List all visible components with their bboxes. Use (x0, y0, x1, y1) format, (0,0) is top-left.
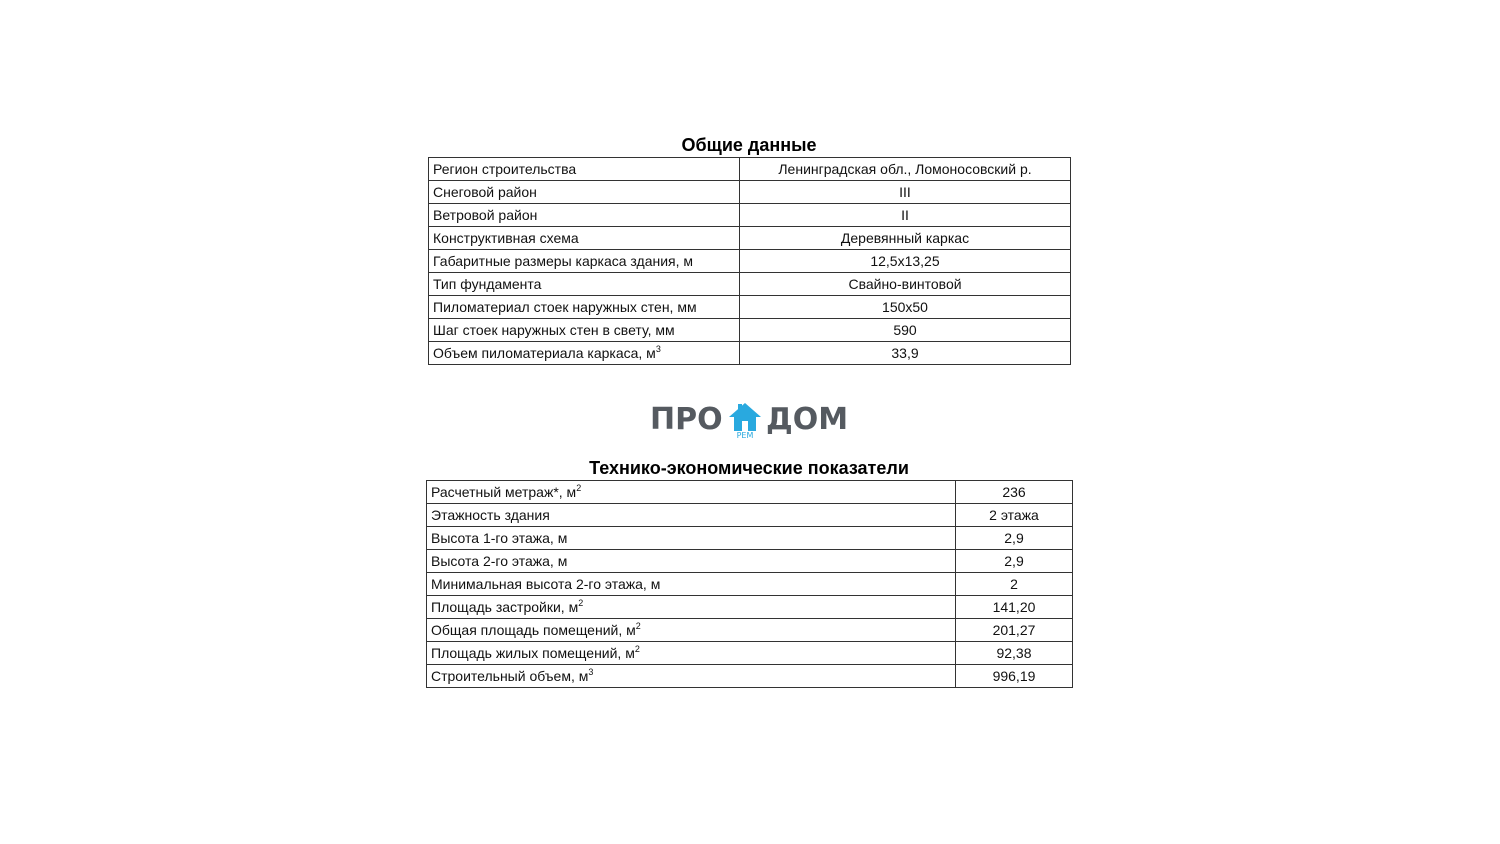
row-label: Этажность здания (431, 507, 550, 523)
table-row (427, 573, 1073, 596)
row-label: Площадь застройки, м (431, 599, 579, 615)
row-value: Деревянный каркас (740, 227, 1071, 250)
unit-exponent: 3 (588, 667, 594, 677)
row-label: Высота 1-го этажа, м (431, 530, 568, 546)
row-label-cell (429, 181, 740, 204)
row-value: 150х50 (740, 296, 1071, 319)
row-label-cell (427, 573, 956, 596)
table-row (427, 527, 1073, 550)
row-label-cell (429, 319, 740, 342)
unit-exponent: 2 (634, 644, 640, 654)
row-label: Снеговой район (433, 184, 537, 200)
row-label-cell (427, 596, 956, 619)
row-label: Конструктивная схема (433, 230, 579, 246)
unit-exponent: 2 (635, 621, 641, 631)
row-value: 201,27 (956, 619, 1073, 642)
table-row (429, 204, 1071, 227)
row-label: Габаритные размеры каркаса здания, м (433, 253, 694, 269)
table-row (429, 342, 1071, 365)
unit-exponent: 3 (655, 344, 661, 354)
table-row (427, 504, 1073, 527)
row-label-cell (427, 665, 956, 688)
row-label: Регион строительства (433, 161, 577, 177)
general-data-table (428, 157, 1071, 365)
row-value: 141,20 (956, 596, 1073, 619)
row-value: 33,9 (740, 342, 1071, 365)
row-label: Расчетный метраж*, м (431, 484, 577, 500)
row-value: Ленинградская обл., Ломоносовский р. (740, 158, 1071, 181)
row-label-cell (427, 550, 956, 573)
row-value: 2,9 (956, 550, 1073, 573)
table-row (427, 665, 1073, 688)
table-row (429, 181, 1071, 204)
row-label: Строительный объем, м (431, 668, 589, 684)
row-label-cell (427, 642, 956, 665)
table-row (429, 319, 1071, 342)
row-label: Высота 2-го этажа, м (431, 553, 568, 569)
table-row (427, 550, 1073, 573)
row-label: Ветровой район (433, 207, 538, 223)
row-value: 92,38 (956, 642, 1073, 665)
row-value: 590 (740, 319, 1071, 342)
unit-exponent: 2 (576, 483, 582, 493)
logo-word-right: ДОМ (766, 402, 849, 437)
table-row (427, 481, 1073, 504)
indicators-table (426, 480, 1073, 688)
row-value: 2 (956, 573, 1073, 596)
row-label-cell (429, 342, 740, 365)
unit-exponent: 2 (578, 598, 584, 608)
table-row (429, 250, 1071, 273)
logo-sub-text: РЕМ (736, 431, 754, 440)
row-label-cell (429, 158, 740, 181)
row-label: Шаг стоек наружных стен в свету, мм (433, 322, 675, 338)
pro-dom-logo (648, 400, 850, 444)
row-label-cell (429, 273, 740, 296)
row-label-cell (429, 250, 740, 273)
row-label: Минимальная высота 2-го этажа, м (431, 576, 661, 592)
general-data-title: Общие данные (681, 135, 817, 155)
row-label: Общая площадь помещений, м (431, 622, 636, 638)
table-row (427, 619, 1073, 642)
table-row (429, 273, 1071, 296)
logo-word-left: ПРО (650, 402, 723, 437)
table-row (429, 158, 1071, 181)
row-label: Площадь жилых помещений, м (431, 645, 635, 661)
row-label-cell (427, 504, 956, 527)
table-row (429, 296, 1071, 319)
row-label: Тип фундамента (433, 276, 542, 292)
row-label-cell (429, 204, 740, 227)
table-row (427, 642, 1073, 665)
row-value: 12,5х13,25 (740, 250, 1071, 273)
row-value: III (740, 181, 1071, 204)
cutoff-footnote (428, 690, 1072, 694)
row-value: II (740, 204, 1071, 227)
row-label-cell (427, 527, 956, 550)
row-value: 996,19 (956, 665, 1073, 688)
row-value: 2,9 (956, 527, 1073, 550)
row-label: Объем пиломатериала каркаса, м (433, 345, 656, 361)
row-label: Пиломатериал стоек наружных стен, мм (433, 299, 697, 315)
house-icon (728, 402, 762, 432)
row-label-cell (427, 481, 956, 504)
row-value: 2 этажа (956, 504, 1073, 527)
row-value: Свайно-винтовой (740, 273, 1071, 296)
table-row (427, 596, 1073, 619)
indicators-title: Технико-экономические показатели (589, 458, 909, 478)
row-value: 236 (956, 481, 1073, 504)
row-label-cell (427, 619, 956, 642)
row-label-cell (429, 296, 740, 319)
row-label-cell (429, 227, 740, 250)
table-row (429, 227, 1071, 250)
